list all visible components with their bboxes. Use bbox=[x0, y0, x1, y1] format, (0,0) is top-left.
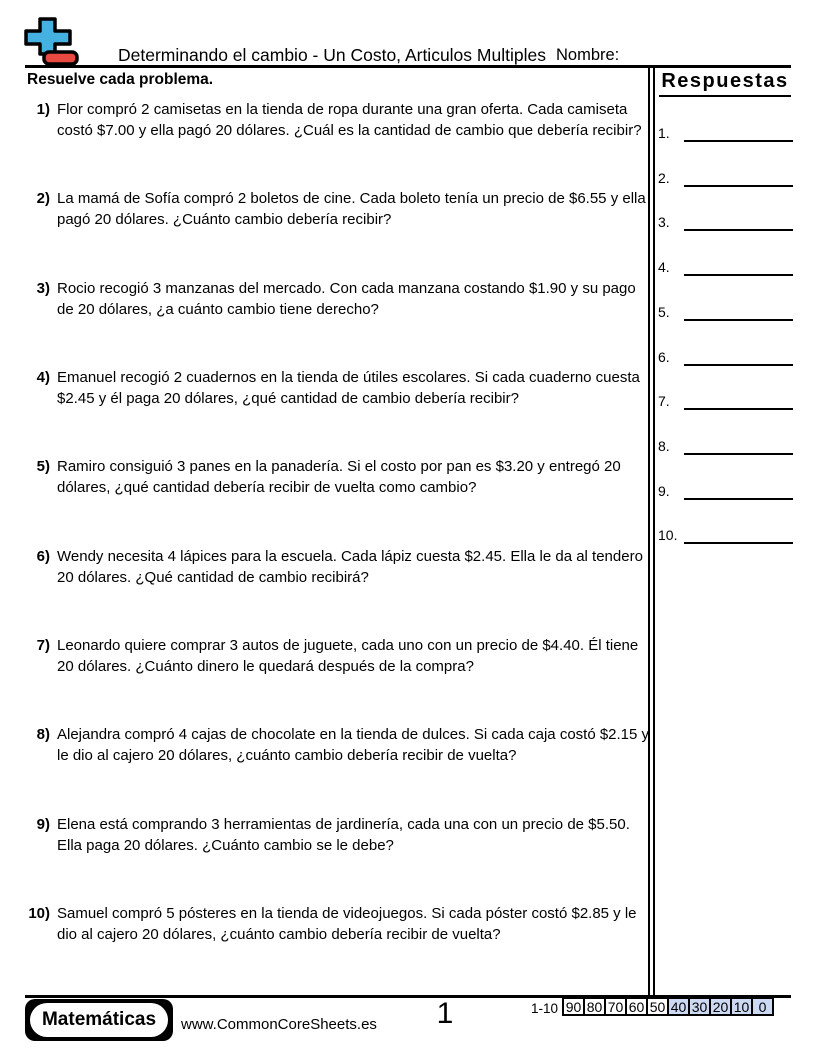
problem-row bbox=[0, 724, 650, 766]
problem-row bbox=[0, 367, 650, 409]
answer-number: 4. bbox=[658, 259, 670, 276]
answer-number: 8. bbox=[658, 437, 670, 454]
answer-item bbox=[658, 258, 793, 276]
problem-text: La mamá de Sofía compró 2 boletos de cine. Cada boleto tenía un precio de $6.55 y ella pagó 20 dólares. ¿Cuánto cambio debería recibir? bbox=[57, 190, 646, 229]
score-cell: 0 bbox=[751, 997, 774, 1016]
score-cell: 20 bbox=[709, 997, 732, 1016]
answer-item bbox=[658, 392, 793, 410]
answer-item bbox=[658, 124, 793, 142]
answer-blank[interactable] bbox=[684, 213, 793, 231]
instruction-text: Resuelve cada problema. bbox=[27, 71, 214, 88]
worksheet-title: Determinando el cambio - Un Costo, Articulos Multiples bbox=[118, 45, 546, 65]
problem-number: 1) bbox=[36, 101, 50, 118]
answer-blank[interactable] bbox=[684, 437, 793, 455]
score-cell: 70 bbox=[604, 997, 627, 1016]
answer-blank[interactable] bbox=[684, 303, 793, 321]
score-cell: 80 bbox=[583, 997, 606, 1016]
problem-row bbox=[0, 635, 650, 677]
answer-number: 7. bbox=[658, 393, 670, 410]
score-cell: 10 bbox=[730, 997, 753, 1016]
answer-blank[interactable] bbox=[684, 124, 793, 142]
problem-text: Rocio recogió 3 manzanas del mercado. Con cada manzana costando $1.90 y su pago de 20 dólares, ¿a cuánto cambio tiene derecho? bbox=[57, 279, 636, 318]
answer-number: 1. bbox=[658, 125, 670, 141]
problem-row bbox=[0, 814, 650, 856]
brand-logo bbox=[25, 999, 173, 1041]
score-cell: 30 bbox=[688, 997, 711, 1016]
problem-text: Emanuel recogió 2 cuadernos en la tienda de útiles escolares. Si cada cuaderno cuesta $2.45 y él paga 20 dólares, ¿qué cantidad de cambio debería recibir? bbox=[57, 368, 640, 407]
answer-number: 5. bbox=[658, 303, 670, 320]
answer-item bbox=[658, 213, 793, 231]
problem-text: Wendy necesita 4 lápices para la escuela. Cada lápiz cuesta $2.45. Ella le da al tendero 20 dólares. ¿Qué cantidad de cambio recibirá? bbox=[57, 547, 643, 586]
problem-text: Flor compró 2 camisetas en la tienda de ropa durante una gran oferta. Cada camiseta costó $7.00 y ella pagó 20 dólares. ¿Cuál es la cantidad de cambio que debería recibir? bbox=[57, 101, 642, 139]
answer-number: 9. bbox=[658, 482, 670, 499]
score-range-label: 1-10 bbox=[531, 1001, 559, 1016]
problem-row bbox=[0, 903, 650, 945]
answer-item bbox=[658, 169, 793, 187]
page-number: 1 bbox=[436, 997, 454, 1030]
score-cell: 90 bbox=[562, 997, 585, 1016]
score-cell: 50 bbox=[646, 997, 669, 1016]
answer-blank[interactable] bbox=[684, 169, 793, 187]
answer-item bbox=[658, 482, 793, 500]
problem-text: Elena está comprando 3 herramientas de jardinería, cada una con un precio de $5.50. Ella paga 20 dólares. ¿Cuánto cambio se le debe? bbox=[57, 815, 630, 854]
score-cell: 60 bbox=[625, 997, 648, 1016]
problem-number: 3) bbox=[36, 279, 50, 297]
answer-item bbox=[658, 303, 793, 321]
problem-row bbox=[0, 188, 650, 230]
answer-blank[interactable] bbox=[684, 392, 793, 410]
answer-blank[interactable] bbox=[684, 526, 793, 544]
problem-number: 6) bbox=[36, 547, 50, 565]
answer-blank[interactable] bbox=[684, 258, 793, 276]
answer-number: 3. bbox=[658, 214, 670, 231]
problem-row bbox=[0, 546, 650, 588]
problem-number: 9) bbox=[36, 815, 50, 833]
problem-number: 8) bbox=[36, 726, 50, 744]
problem-text: Samuel compró 5 pósteres en la tienda de videojuegos. Si cada póster costó $2.85 y le dio al cajero 20 dólares, ¿cuánto cambio debería recibir de vuelta? bbox=[57, 904, 637, 943]
answer-number: 2. bbox=[658, 169, 670, 186]
answer-item bbox=[658, 526, 793, 544]
website-url: www.CommonCoreSheets.es bbox=[181, 1016, 377, 1033]
problem-text: Ramiro consiguió 3 panes en la panadería. Si el costo por pan es $3.20 y entregó 20 dólares, ¿qué cantidad debería recibir de vuelta como cambio? bbox=[57, 458, 621, 497]
problem-number: 4) bbox=[36, 368, 50, 386]
answer-blank[interactable] bbox=[684, 482, 793, 500]
answers-title: Respuestas bbox=[659, 70, 791, 97]
logo-minus-shape bbox=[44, 52, 77, 64]
problem-number: 2) bbox=[36, 190, 50, 208]
problem-row bbox=[0, 278, 650, 320]
logo-plus-shape bbox=[26, 19, 70, 54]
answer-number: 6. bbox=[658, 348, 670, 365]
problem-text: Alejandra compró 4 cajas de chocolate en la tienda de dulces. Si cada caja costó $2.15 y le dio al cajero 20 dólares, ¿cuánto cambio debería recibir de vuelta? bbox=[57, 726, 650, 765]
answer-item bbox=[658, 348, 793, 366]
brand-label: Matemáticas bbox=[30, 1003, 168, 1037]
score-table bbox=[562, 997, 774, 1016]
problem-number: 5) bbox=[36, 458, 50, 476]
answer-blank[interactable] bbox=[684, 348, 793, 366]
plus-minus-logo bbox=[14, 10, 80, 70]
problem-number: 7) bbox=[36, 636, 50, 654]
problem-row bbox=[0, 456, 650, 498]
answer-item bbox=[658, 437, 793, 455]
problem-number: 10) bbox=[28, 904, 50, 922]
answer-number: 10. bbox=[658, 527, 678, 544]
score-cell: 40 bbox=[667, 997, 690, 1016]
name-label: Nombre: bbox=[556, 46, 620, 64]
header-rule bbox=[25, 65, 791, 68]
problem-text: Leonardo quiere comprar 3 autos de juguete, cada uno con un precio de $4.40. Él tiene 20 dólares. ¿Cuánto dinero le quedará después de la compra? bbox=[57, 636, 639, 675]
problem-row bbox=[0, 99, 650, 141]
